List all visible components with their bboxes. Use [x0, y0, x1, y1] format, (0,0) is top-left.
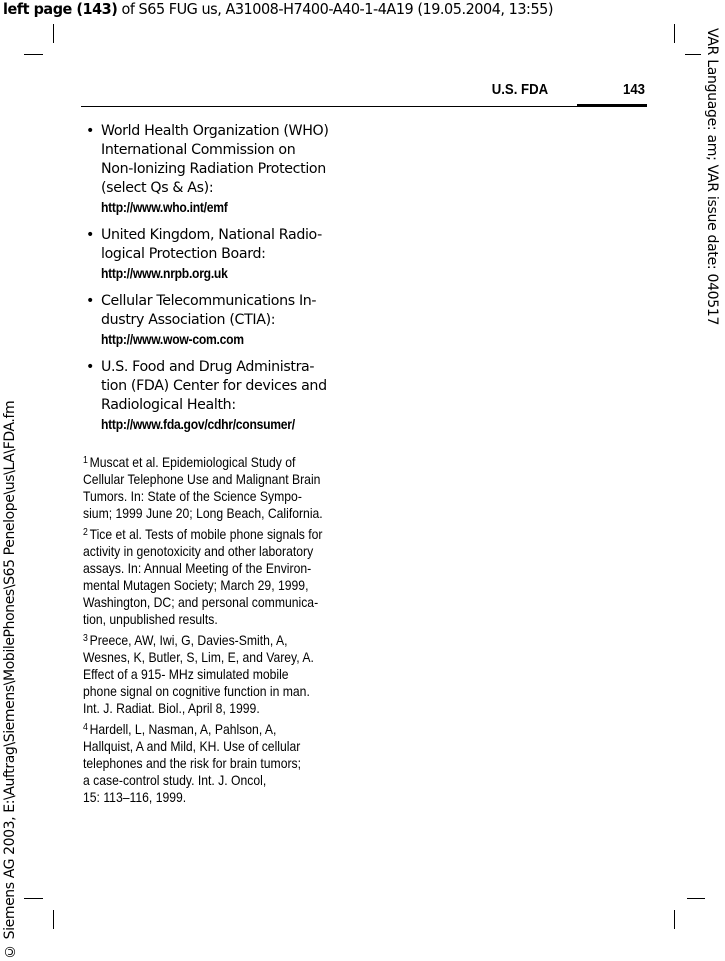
nrpb-link[interactable]: http://www.nrpb.org.uk: [101, 266, 228, 281]
list-item-text: United Kingdom, National Radio- logical Protection Board:: [101, 227, 322, 262]
list-item-who: [86, 122, 356, 217]
footnote-3: $^3$ Preece, AW, Iwi, G, Davies-Smith, A, Wesnes, K, Butler, S, Lim, E, and Varey, A. Effect of a 915- MHz simulated mobile phone signal on cognitive function in man. Int. J. Radiat. Biol., April 8, 1999.: [83, 632, 314, 716]
footnotes: [83, 454, 383, 810]
crop-mark-top-left-vertical: [53, 24, 54, 43]
list-item-text: U.S. Food and Drug Administra- tion (FDA) Center for devices and Radiological Health:: [101, 359, 327, 413]
fda-link[interactable]: http://www.fda.gov/cdhr/consumer/: [101, 417, 295, 432]
print-job-header: [3, 0, 553, 18]
bullet-icon: •: [86, 123, 95, 139]
ctia-link[interactable]: http://www.wow-com.com: [101, 332, 244, 347]
header-rule: [81, 106, 647, 107]
var-language-note: VAR Language: am; VAR issue date: 040517: [704, 28, 720, 326]
crop-mark-top-right-horizontal: [685, 54, 701, 55]
footnote-2: $^2$ Tice et al. Tests of mobile phone signals for activity in genotoxicity and other laboratory assays. In: Annual Meeting of the Environ- mental Mutagen Society; March 29, 1999, Washington, DC; and personal communica- tion, unpublished results.: [83, 526, 323, 627]
running-header: [81, 78, 647, 108]
page-number: 143: [622, 81, 645, 98]
list-item-text: World Health Organization (WHO) International Commission on Non-Ionizing Radiation Protection (select Qs & As):: [101, 123, 329, 196]
bullet-icon: •: [86, 227, 95, 243]
footnote-number: 4: [83, 722, 88, 733]
list-item-ctia: [86, 292, 356, 349]
print-job-details: of S65 FUG us, A31008-H7400-A40-1-4A19 (19.05.2004, 13:55): [117, 0, 554, 18]
section-title: U.S. FDA: [491, 81, 548, 98]
footnote-number: 2: [83, 527, 88, 538]
list-item-fda: [86, 358, 356, 434]
footnote-number: 3: [83, 633, 88, 644]
list-item-nrpb: [86, 226, 356, 283]
footnote-4: $^4$ Hardell, L, Nasman, A, Pahlson, A, Hallquist, A and Mild, KH. Use of cellular telephones and the risk for brain tumors; a case-control study. Int. J. Oncol, 15: 113–116, 1999.: [83, 721, 302, 805]
footnote-1: $^1$ Muscat et al. Epidemiological Study of Cellular Telephone Use and Malignant Brain Tumors. In: State of the Science Sympo- sium; 1999 June 20; Long Beach, California.: [83, 454, 323, 521]
copyright-file-path: © Siemens AG 2003, E:\Auftrag\Siemens\MobilePhones\S65 Penelope\us\LA\FDA.fm: [2, 400, 18, 959]
header-rule-accent: [577, 104, 647, 107]
crop-mark-top-right-vertical: [674, 24, 675, 43]
resource-list: [86, 122, 356, 443]
crop-mark-bottom-right-horizontal: [687, 898, 705, 899]
crop-mark-bottom-right-vertical: [674, 910, 675, 929]
crop-mark-bottom-left-horizontal: [24, 898, 43, 899]
print-job-page-label: left page (143): [3, 0, 118, 18]
who-link[interactable]: http://www.who.int/emf: [101, 200, 228, 215]
bullet-icon: •: [86, 359, 95, 375]
footnote-number: 1: [83, 455, 88, 466]
bullet-icon: •: [86, 293, 95, 309]
list-item-text: Cellular Telecommunications In- dustry Association (CTIA):: [101, 293, 317, 328]
crop-mark-top-left-horizontal: [24, 54, 43, 55]
crop-mark-bottom-left-vertical: [53, 910, 54, 929]
